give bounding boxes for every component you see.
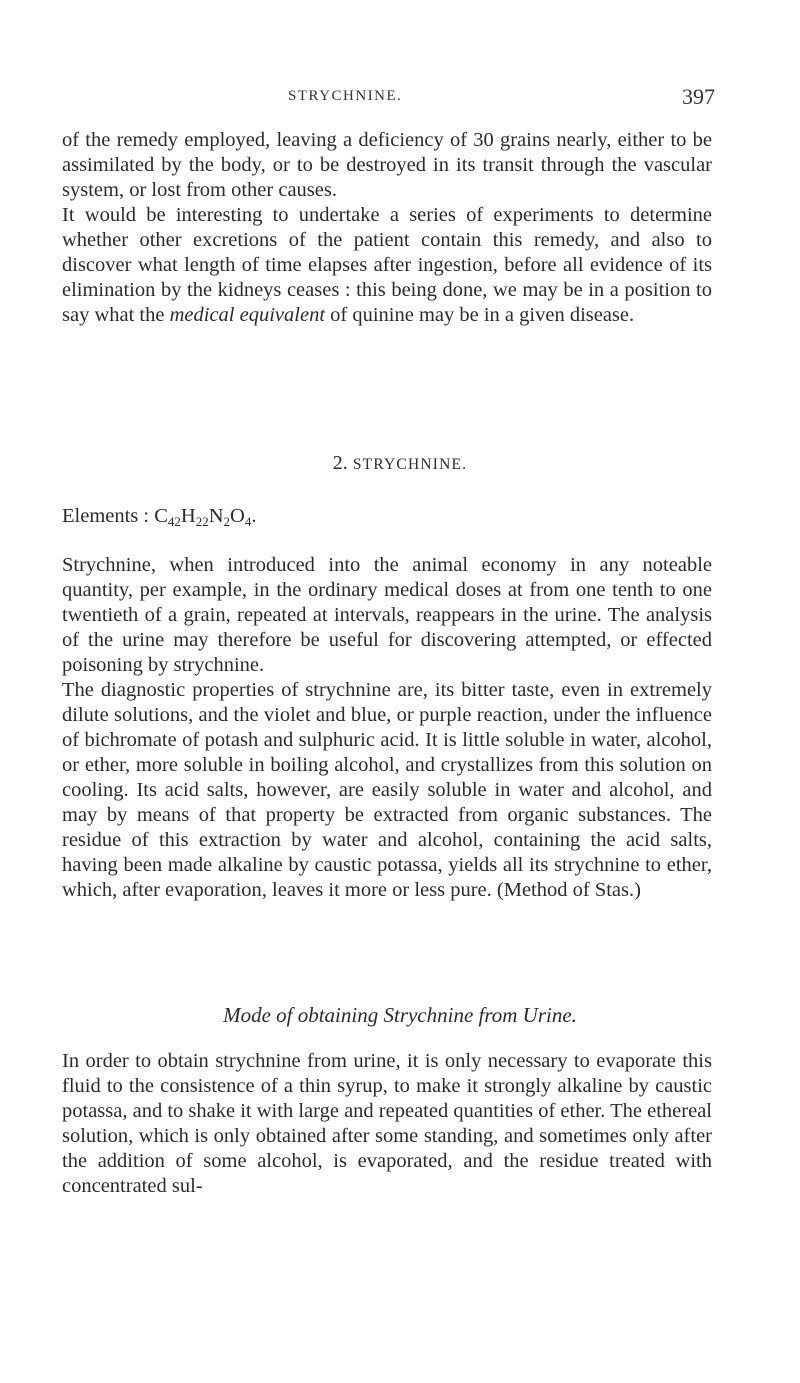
paragraph-diagnostic-properties: The diagnostic properties of strychnine are, its bitter taste, even in extremely dilute solutions, and the violet and blue, or purple reaction, under the influence of bichromate of potash and sulphuric acid. It is little soluble in water, alcohol, or ether, more soluble in boiling alcohol, and crystallizes from this solution on cooling. Its acid salts, however, are easily soluble in water and alcohol, and may by means of that property be extracted from organic substances. The residue of this extraction by water and alcohol, containing the acid salts, having been made alkaline by caustic potassa, yields all its strychnine to ether, which, after evaporation, leaves it more or less pure. (Method of Stas.) bbox=[62, 679, 712, 901]
text-block-intro bbox=[62, 128, 712, 328]
page-number: 397 bbox=[682, 84, 715, 109]
italic-phrase: medical equivalent bbox=[169, 304, 326, 326]
section-title: STRYCHNINE. bbox=[352, 456, 468, 473]
paragraph-method: In order to obtain strychnine from urine, it is only necessary to evaporate this fluid to the consistence of a thin syrup, to make it strongly alkaline by caustic potassa, and to shake it with large and repeated quantities of ether. The ethereal solution, which is only obtained after some standing, and sometimes only after the addition of some alcohol, is evaporated, and the residue treated with concentrated sul- bbox=[62, 1050, 712, 1197]
elements-label: Elements : bbox=[62, 505, 150, 527]
paragraph-experiments bbox=[62, 203, 712, 328]
elements-formula bbox=[62, 505, 256, 530]
section-heading bbox=[0, 452, 800, 475]
paragraph-continuation: of the remedy employed, leaving a deficiency of 30 grains nearly, either to be assimilated by the body, or to be destroyed in its transit through the vascular system, or lost from other causes. bbox=[62, 129, 712, 201]
running-title: STRYCHNINE. bbox=[288, 88, 403, 104]
text-block-strychnine bbox=[62, 553, 712, 903]
subheading: Mode of obtaining Strychnine from Urine. bbox=[223, 1003, 577, 1027]
paragraph-text: It would be interesting to undertake a series of experiments to determine whether other excretions of the patient contain this remedy, and also to discover what length of time elapses after ingestion, before all evidence of its elimination by the kidneys ceases : this being done, we may be in a position to say what the bbox=[62, 204, 712, 326]
chemical-formula: $C_{42}H_{22}N_2O_4$. bbox=[154, 505, 257, 529]
text-block-method bbox=[62, 1049, 712, 1199]
paragraph-reappearance: Strychnine, when introduced into the animal economy in any noteable quantity, per example, in the ordinary medical doses at from one tenth to one twentieth of a grain, repeated at intervals, reappears in the urine. The analysis of the urine may therefore be useful for discovering attempted, or effected poisoning by strychnine. bbox=[62, 554, 712, 676]
section-number: 2. bbox=[332, 452, 348, 474]
paragraph-text: of quinine may be in a given disease. bbox=[325, 304, 635, 326]
running-head bbox=[0, 84, 800, 108]
